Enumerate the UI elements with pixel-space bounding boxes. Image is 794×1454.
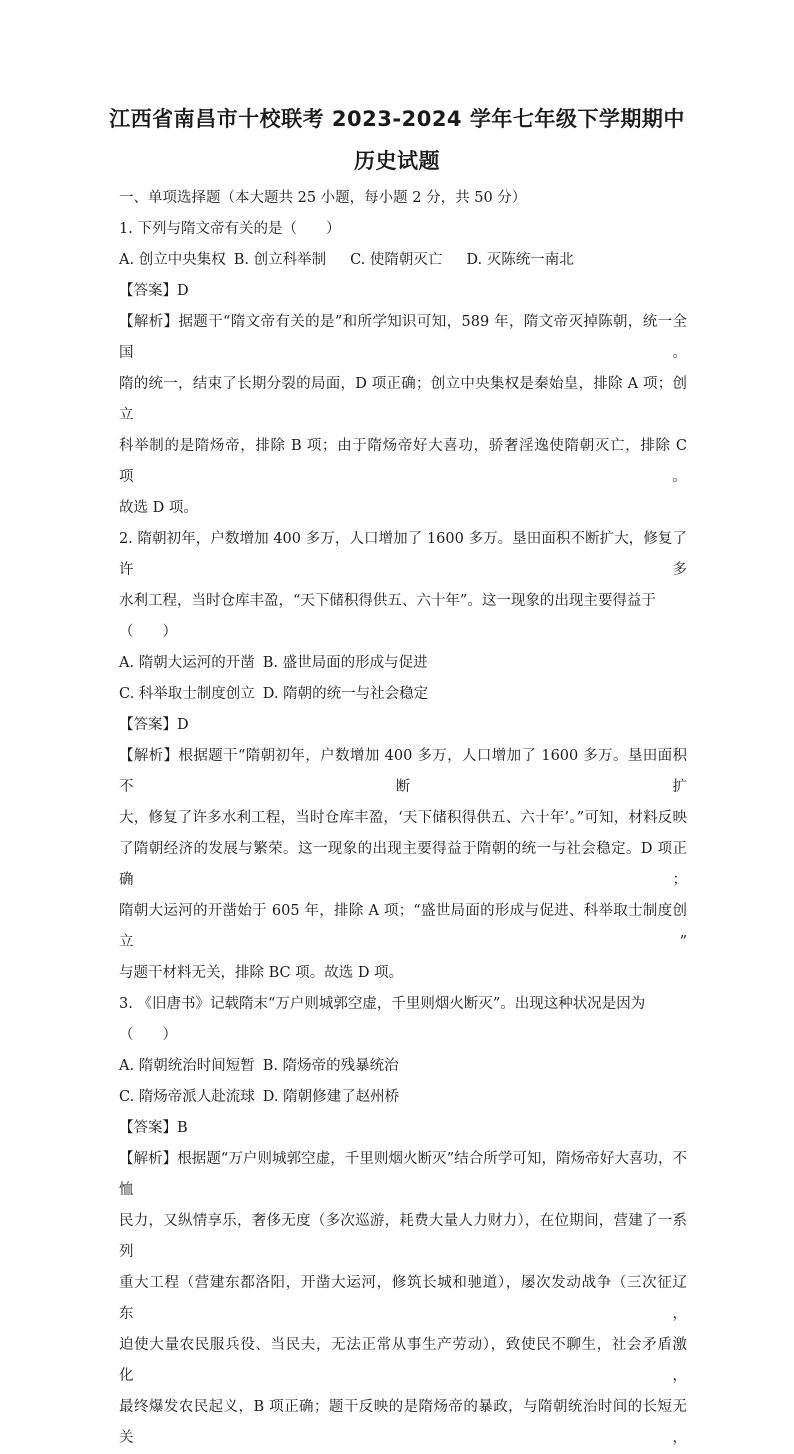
question-2-analysis (119, 741, 687, 989)
analysis-line: 重大工程（营建东都洛阳，开凿大运河，修筑长城和驰道），屡次发动战争（三次征辽东， (119, 1275, 687, 1322)
section-header: 一、单项选择题（本大题共 25 小题，每小题 2 分，共 50 分） (119, 190, 527, 206)
question-3-analysis (119, 1144, 687, 1454)
analysis-line: 【解析】根据题“万户则城郭空虚，千里则烟火断灭”结合所学可知，隋炀帝好大喜功，不恤 (119, 1151, 687, 1198)
question-3-option-b: B. 隋炀帝的残暴统治 (262, 1058, 399, 1074)
analysis-line: 大，修复了许多水利工程，当时仓库丰盈，‘天下储积得供五、六十年’。”可知，材料反映 (119, 810, 687, 826)
question-2-options-row-2 (119, 679, 687, 710)
analysis-line: 【解析】据题干“隋文帝有关的是”和所学知识可知，589 年，隋文帝灭掉陈朝，统一全国。 (119, 314, 687, 361)
stem-line: 2. 隋朝初年，户数增加 400 多万，人口增加了 1600 多万。垦田面积不断扩大，修复了许多 (119, 531, 687, 578)
question-2-option-c: C. 科举取士制度创立 (119, 686, 255, 702)
question-2-stem (119, 524, 687, 648)
question-3-option-d: D. 隋朝修建了赵州桥 (262, 1089, 400, 1105)
document-subtitle: 历史试题 (354, 149, 440, 173)
analysis-line: 【解析】根据题干“隋朝初年，户数增加 400 多万，人口增加了 1600 多万。垦田面积不断扩 (119, 748, 687, 795)
document-title: 江西省南昌市十校联考 2023-2024 学年七年级下学期期中 (109, 107, 685, 131)
question-1-option-c: C. 使隋朝灭亡 (350, 252, 443, 268)
question-3-options-row-1 (119, 1051, 687, 1082)
analysis-line: 了隋朝经济的发展与繁荣。这一现象的出现主要得益于隋朝的统一与社会稳定。D 项正确； (119, 841, 687, 888)
question-1-answer: 【答案】D (119, 283, 189, 299)
question-1-options (119, 245, 687, 276)
question-2-option-a: A. 隋朝大运河的开凿 (119, 655, 255, 671)
question-2-option-d: D. 隋朝的统一与社会稳定 (262, 686, 429, 702)
analysis-line: 迫使大量农民服兵役、当民夫，无法正常从事生产劳动），致使民不聊生，社会矛盾激化， (119, 1337, 687, 1384)
question-1-analysis (119, 307, 687, 524)
question-1-option-a: A. 创立中央集权 (119, 252, 226, 268)
question-2-options-row-1 (119, 648, 687, 679)
analysis-line: 与题干材料无关，排除 BC 项。故选 D 项。 (119, 965, 404, 981)
question-1-stem: 1. 下列与隋文帝有关的是（ ） (119, 221, 341, 237)
question-2-option-b: B. 盛世局面的形成与促进 (262, 655, 428, 671)
question-3-stem: 3. 《旧唐书》记载隋末“万户则城郭空虚，千里则烟火断灭”。出现这种状况是因为（ ） (119, 996, 646, 1043)
question-3-option-c: C. 隋炀帝派人赴流球 (119, 1089, 255, 1105)
question-3-option-a: A. 隋朝统治时间短暂 (119, 1058, 255, 1074)
analysis-line: 隋的统一，结束了长期分裂的局面，D 项正确；创立中央集权是秦始皇，排除 A 项；创立 (119, 376, 687, 423)
stem-line: 水利工程，当时仓库丰盈，“天下储积得供五、六十年”。这一现象的出现主要得益于（ ） (119, 593, 656, 640)
analysis-line: 科举制的是隋炀帝，排除 B 项；由于隋炀帝好大喜功，骄奢淫逸使隋朝灭亡，排除 C 项。 (119, 438, 687, 485)
analysis-line: 隋朝大运河的开凿始于 605 年，排除 A 项；“盛世局面的形成与促进、科举取士制度创立” (119, 903, 687, 950)
analysis-line: 民力，又纵情享乐，奢侈无度（多次巡游，耗费大量人力财力），在位期间，营建了一系列 (119, 1213, 687, 1260)
question-3-answer: 【答案】B (119, 1120, 188, 1136)
analysis-line: 故选 D 项。 (119, 500, 198, 516)
document-body (119, 183, 687, 1454)
question-2-answer: 【答案】D (119, 717, 189, 733)
question-1-option-d: D. 灭陈统一南北 (466, 252, 574, 268)
question-3-options-row-2 (119, 1082, 687, 1113)
analysis-line: 最终爆发农民起义，B 项正确；题干反映的是隋炀帝的暴政，与隋朝统治时间的长短无关， (119, 1399, 687, 1446)
question-1-option-b: B. 创立科举制 (233, 252, 327, 268)
